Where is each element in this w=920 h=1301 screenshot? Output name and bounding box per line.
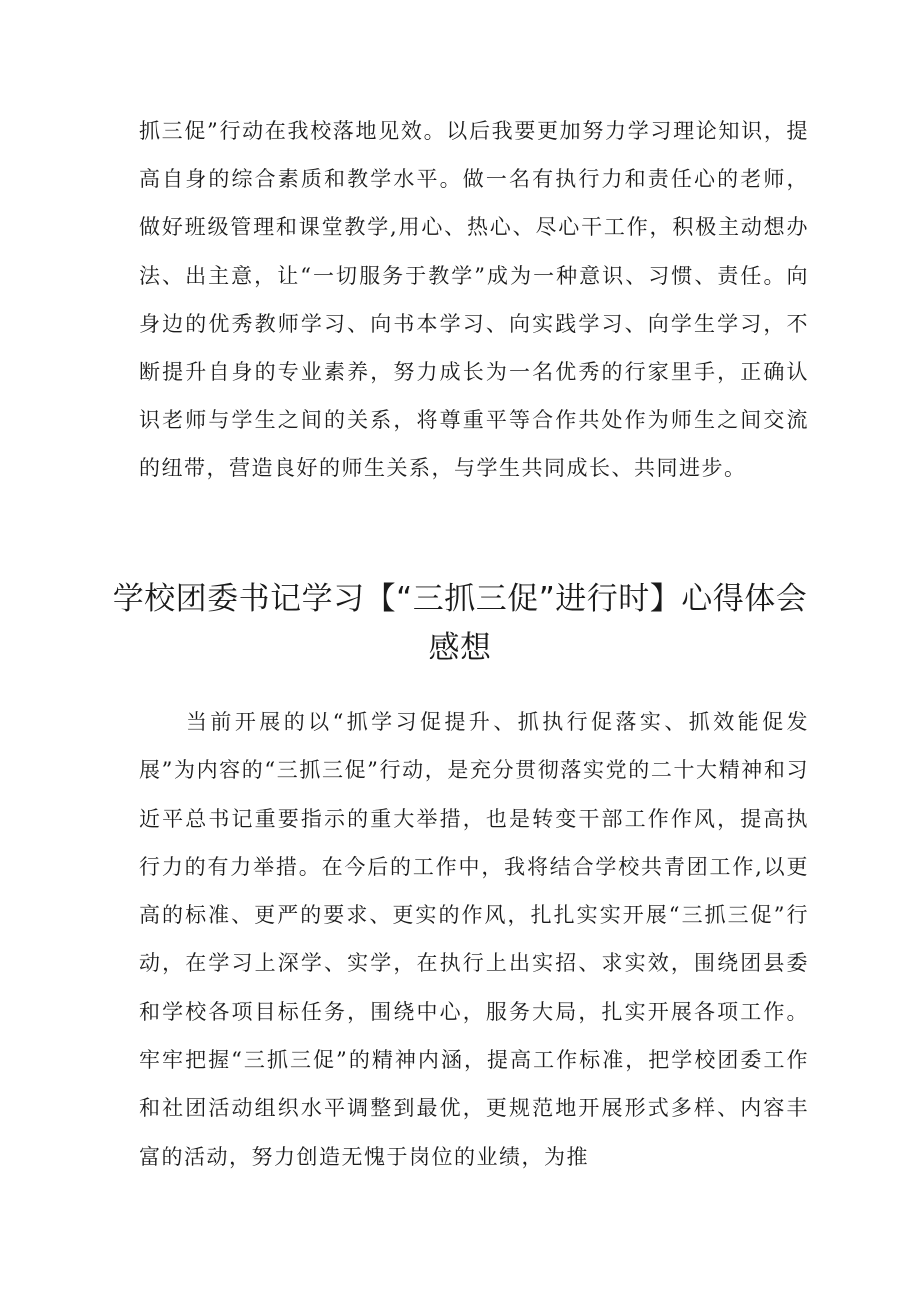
section-title: 学校团委书记学习【“三抓三促”进行时】心得体会感想 (112, 581, 808, 666)
previous-section-paragraph: 抓三促”行动在我校落地见效。以后我要更加努力学习理论知识，提高自身的综合素质和教学水平。做一名有执行力和责任心的老师，做好班级管理和课堂教学,用心、热心、尽心干工作，积极主动想办法、出主意，让“一切服务于教学”成为一种意识、习惯、责任。向身边的优秀教师学习、向书本学习、向实践学习、向学生学习，不断提升自身的专业素养，努力成长为一名优秀的行家里手，正确认识老师与学生之间的关系，将尊重平等合作共处作为师生之间交流的纽带，营造良好的师生关系，与学生共同成长、共同进步。 (139, 119, 809, 481)
section-body-paragraph: 当前开展的以“抓学习促提升、抓执行促落实、抓效能促发展”为内容的“三抓三促”行动，是充分贯彻落实党的二十大精神和习近平总书记重要指示的重大举措，也是转变干部工作作风，提高执行力的有力举措。在今后的工作中，我将结合学校共青团工作,以更高的标准、更严的要求、更实的作风，扎扎实实开展“三抓三促”行动，在学习上深学、实学，在执行上出实招、求实效，围绕团县委和学校各项目标任务，围绕中心，服务大局，扎实开展各项工作。牢牢把握“三抓三促”的精神内涵，提高工作标准，把学校团委工作和社团活动组织水平调整到最优，更规范地开展形式多样、内容丰富的活动，努力创造无愧于岗位的业绩，为推 (139, 710, 809, 1169)
